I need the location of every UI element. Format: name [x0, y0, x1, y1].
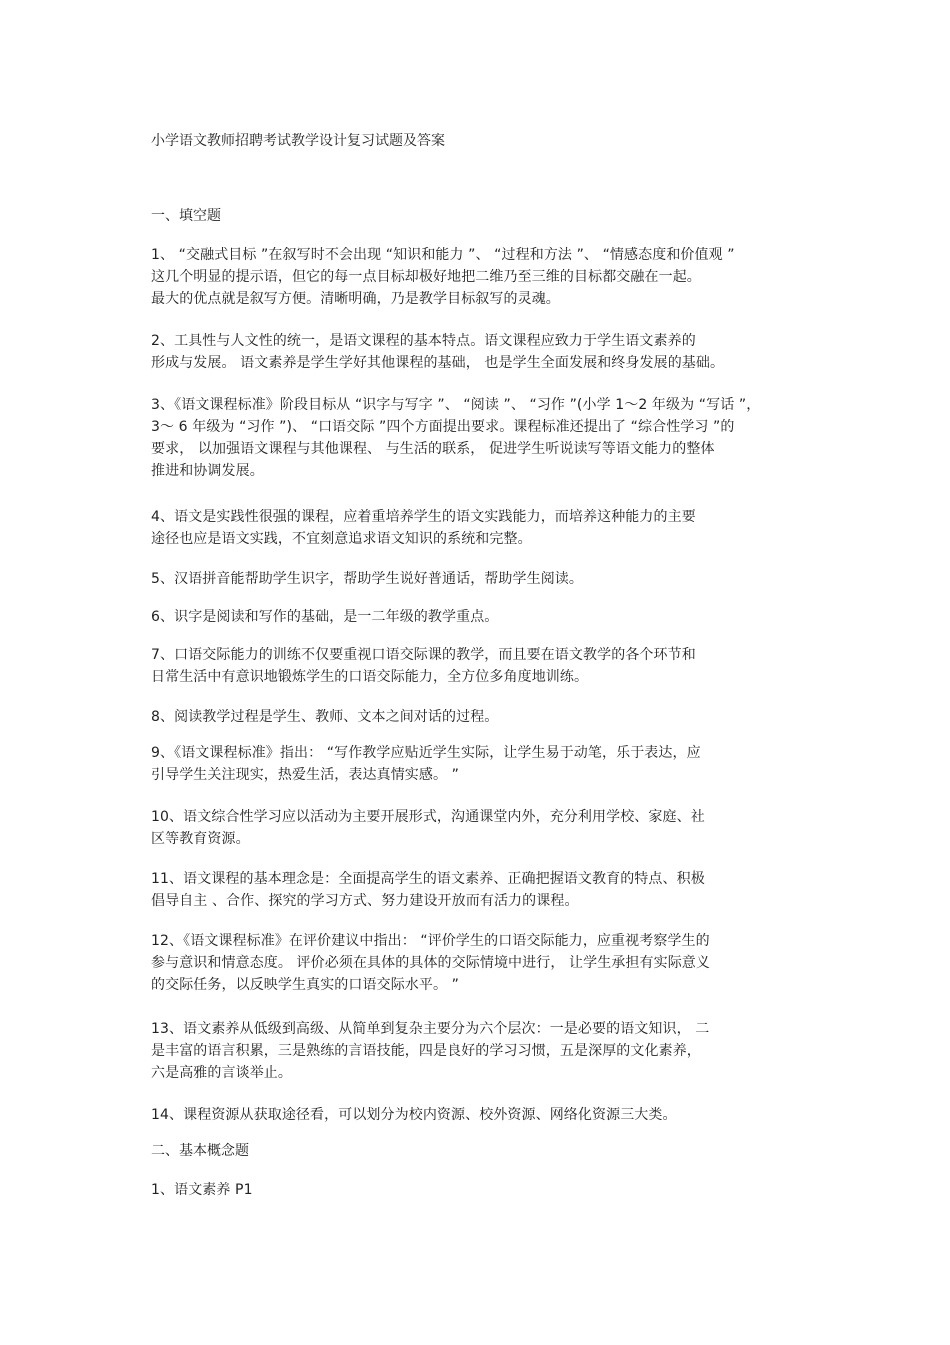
text-line: 1、 “交融式目标 ”在叙写时不会出现 “知识和能力 ”、 “过程和方法 ”、 “情感态度和价值观 ” [151, 247, 735, 263]
text-line: 10、语文综合性学习应以活动为主要开展形式，沟通课堂内外，充分利用学校、家庭、社 [151, 809, 705, 825]
document-title: 小学语文教师招聘考试教学设计复习试题及答案 [151, 133, 445, 149]
question-item [151, 742, 811, 786]
question-item [151, 806, 811, 850]
question-item [151, 868, 811, 912]
text-line: 参与意识和情意态度。 评价必须在具体的具体的交际情境中进行， 让学生承担有实际意义 [151, 955, 710, 971]
text-line: 要求， 以加强语文课程与其他课程、 与生活的联系， 促进学生听说读写等语文能力的整体 [151, 441, 715, 457]
text-line: 9、《语文课程标准》指出： “写作教学应贴近学生实际，让学生易于动笔，乐于表达，应 [151, 745, 701, 761]
text-line: 12、《语文课程标准》在评价建议中指出： “评价学生的口语交际能力，应重视考察学生的 [151, 933, 710, 949]
text-line: 日常生活中有意识地锻炼学生的口语交际能力，全方位多角度地训练。 [151, 669, 589, 685]
text-line: 2、工具性与人文性的统一，是语文课程的基本特点。语文课程应致力于学生语文素养的 [151, 333, 696, 349]
question-item [151, 606, 811, 628]
text-line: 是丰富的语言积累，三是熟练的言语技能，四是良好的学习习惯，五是深厚的文化素养， [151, 1043, 701, 1059]
text-line: 形成与发展。 语文素养是学生学好其他课程的基础， 也是学生全面发展和终身发展的基础。 [151, 355, 725, 371]
text-line: 区等教育资源。 [151, 831, 250, 847]
text-line: 3～ 6 年级为 “习作 ”)、 “口语交际 ”四个方面提出要求。课程标准还提出了 “综合性学习 ”的 [151, 419, 735, 435]
question-item [151, 568, 811, 590]
text-line: 途径也应是语文实践，不宜刻意追求语文知识的系统和完整。 [151, 531, 532, 547]
question-item [151, 706, 811, 728]
text-line: 5、汉语拼音能帮助学生识字，帮助学生说好普通话，帮助学生阅读。 [151, 571, 584, 587]
text-line: 6、识字是阅读和写作的基础，是一二年级的教学重点。 [151, 609, 499, 625]
text-line: 3、《语文课程标准》阶段目标从 “识字与写字 ”、 “阅读 ”、 “习作 ”(小学 1～2 年级为 “写话 ”， [151, 397, 761, 413]
question-item [151, 394, 811, 482]
text-line: 11、语文课程的基本理念是：全面提高学生的语文素养、正确把握语文教育的特点、积极 [151, 871, 705, 887]
text-line: 14、课程资源从获取途径看，可以划分为校内资源、校外资源、网络化资源三大类。 [151, 1107, 677, 1123]
question-item [151, 1179, 811, 1201]
question-item [151, 506, 811, 550]
question-item [151, 1018, 811, 1084]
text-line: 最大的优点就是叙写方便。清晰明确，乃是教学目标叙写的灵魂。 [151, 291, 560, 307]
text-line: 4、语文是实践性很强的课程，应着重培养学生的语文实践能力，而培养这种能力的主要 [151, 509, 696, 525]
text-line: 推进和协调发展。 [151, 463, 264, 479]
question-item [151, 930, 811, 996]
question-item [151, 644, 811, 688]
question-item [151, 1104, 811, 1126]
text-line: 13、语文素养从低级到高级、从简单到复杂主要分为六个层次：一是必要的语文知识， 二 [151, 1021, 710, 1037]
text-line: 六是高雅的言谈举止。 [151, 1065, 292, 1081]
text-line: 的交际任务，以反映学生真实的口语交际水平。 ” [151, 977, 460, 993]
question-item [151, 244, 811, 310]
text-line: 倡导自主 、合作、探究的学习方式、努力建设开放而有活力的课程。 [151, 893, 579, 909]
text-line: 这几个明显的提示语，但它的每一点目标却极好地把二维乃至三维的目标都交融在一起。 [151, 269, 701, 285]
question-item [151, 330, 811, 374]
section-heading-fill-in-blank: 一、填空题 [151, 208, 221, 224]
text-line: 8、阅读教学过程是学生、教师、文本之间对话的过程。 [151, 709, 499, 725]
text-line: 7、口语交际能力的训练不仅要重视口语交际课的教学，而且要在语文教学的各个环节和 [151, 647, 696, 663]
text-line: 1、语文素养 P1 [151, 1182, 253, 1198]
text-line: 引导学生关注现实，热爱生活，表达真情实感。 ” [151, 767, 460, 783]
section-heading-basic-concepts: 二、基本概念题 [151, 1143, 249, 1159]
